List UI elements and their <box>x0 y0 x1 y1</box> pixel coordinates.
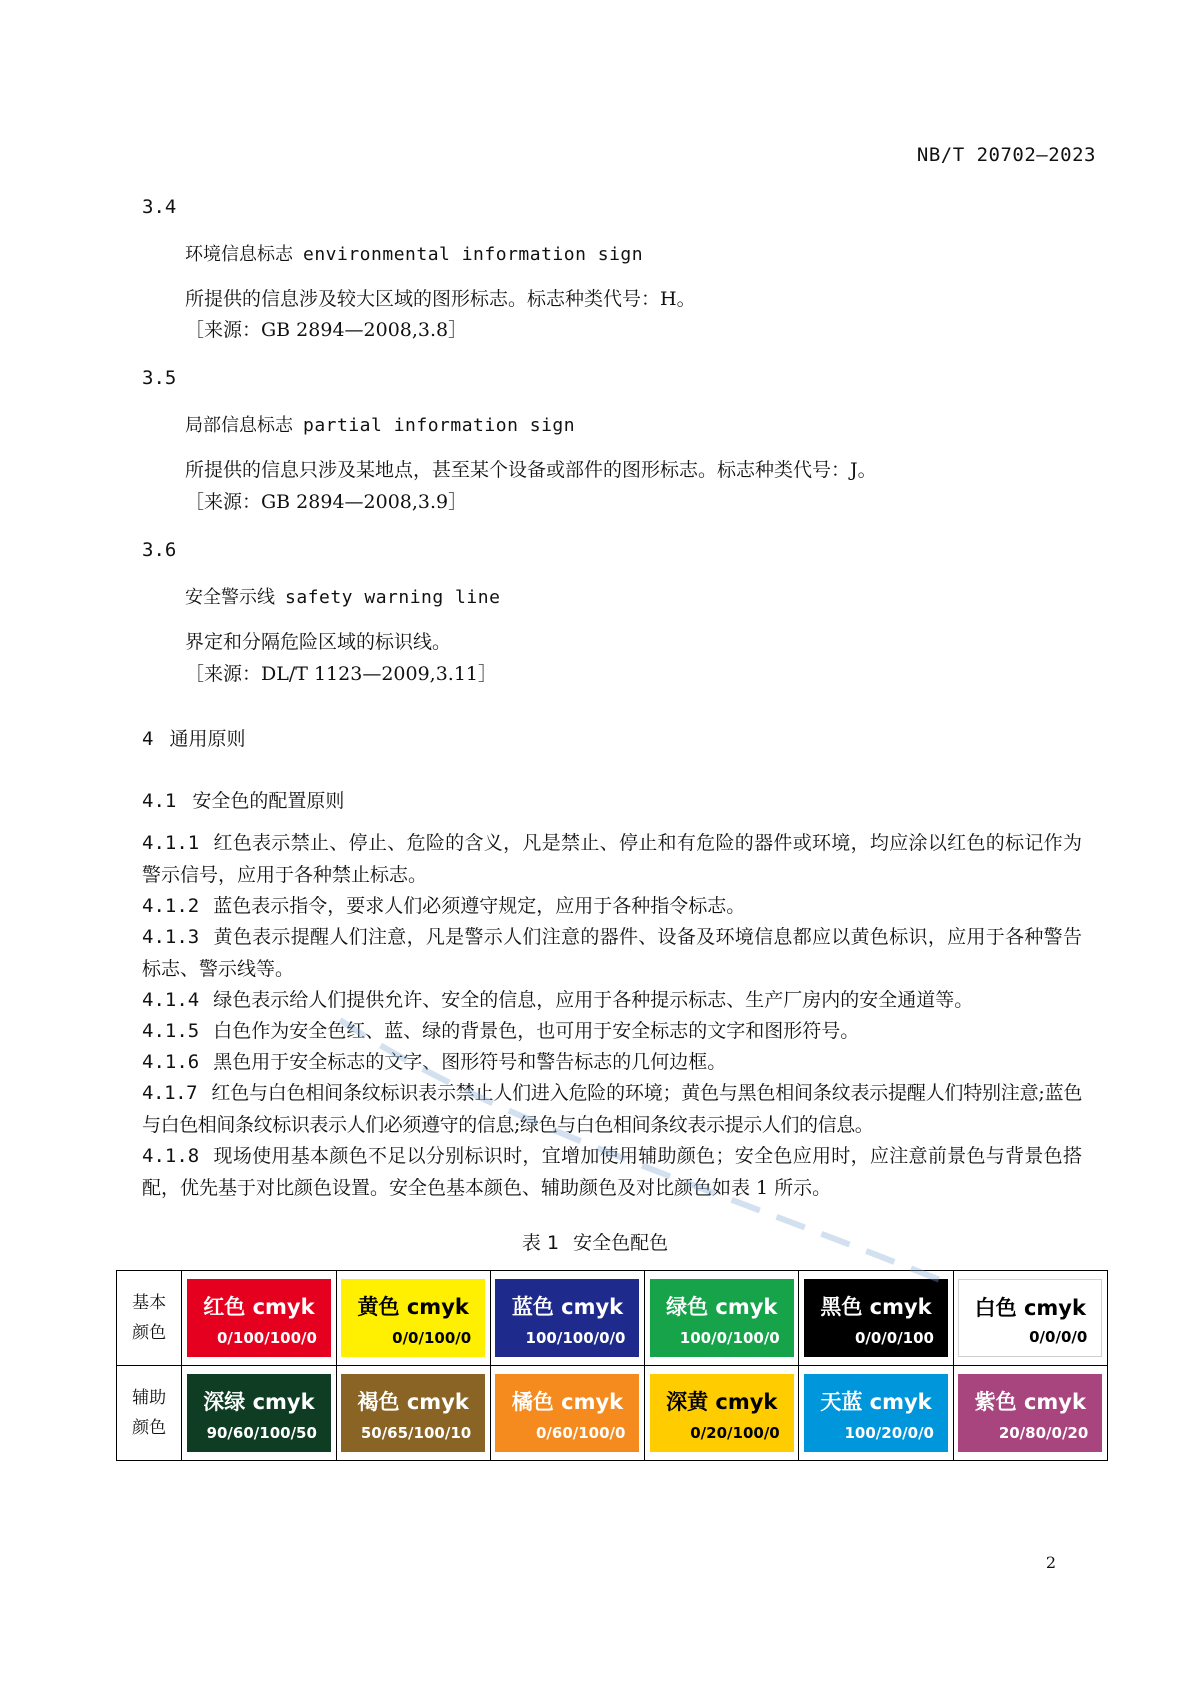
color-name: 深绿 cmyk <box>203 1390 315 1414</box>
clause-paragraph <box>142 985 1082 1017</box>
term-heading <box>185 240 643 266</box>
cmyk-value: 0/0/0/100 <box>854 1329 934 1347</box>
color-name: 绿色 cmyk <box>666 1295 778 1319</box>
clause-number: 4.1.8 <box>142 1145 200 1167</box>
clause-number: 4.1.1 <box>142 832 200 854</box>
section-number: 4 <box>142 728 154 750</box>
clause-number: 4.1.2 <box>142 895 200 917</box>
term-definition: 界定和分隔危险区域的标识线。 <box>185 631 452 653</box>
table-cell <box>799 1271 953 1366</box>
subsection-title: 安全色的配置原则 <box>192 790 345 812</box>
clause-text: 红色表示禁止、停止、危险的含义，凡是禁止、停止和有危险的器件或环境，均应涂以红色的标记作为警示信号，应用于各种禁止标志。 <box>142 832 1082 886</box>
cmyk-value: 0/0/0/0 <box>1029 1328 1088 1346</box>
subsection-heading <box>142 786 344 813</box>
color-swatch <box>804 1279 948 1357</box>
color-swatch <box>804 1374 948 1452</box>
table-row <box>117 1271 1108 1366</box>
color-swatch <box>187 1374 331 1452</box>
clause-text: 红色与白色相间条纹标识表示禁止人们进入危险的环境；黄色与黑色相间条纹表示提醒人们特别注意;蓝色与白色相间条纹标识表示人们必须遵守的信息;绿色与白色相间条纹表示提示人们的信息。 <box>142 1082 1082 1136</box>
term-en: safety warning line <box>285 587 501 608</box>
row-header-line: 颜色 <box>132 1323 167 1343</box>
clause-paragraph <box>142 1141 1082 1204</box>
clause-number: 4.1.4 <box>142 989 200 1011</box>
term-en: partial information sign <box>303 415 576 436</box>
cmyk-value: 100/100/0/0 <box>525 1329 626 1347</box>
safety-color-table <box>116 1270 1108 1461</box>
term-source: ［来源：DL/T 1123—2009,3.11］ <box>185 663 498 685</box>
term-source: ［来源：GB 2894—2008,3.8］ <box>185 319 468 341</box>
color-name: 橘色 cmyk <box>511 1390 624 1414</box>
clause-number: 4.1.6 <box>142 1051 200 1073</box>
clause-text: 绿色表示给人们提供允许、安全的信息，应用于各种提示标志、生产厂房内的安全通道等。 <box>213 989 974 1011</box>
cmyk-value: 50/65/100/10 <box>360 1424 472 1442</box>
table-cell <box>645 1366 799 1461</box>
color-name: 红色 cmyk <box>203 1295 315 1319</box>
term-number: 3.4 <box>142 196 177 218</box>
clause-text: 黄色表示提醒人们注意，凡是警示人们注意的器件、设备及环境信息都应以黄色标识，应用于各种警告标志、警示线等。 <box>142 926 1082 980</box>
table-cell <box>799 1366 953 1461</box>
table-cell <box>953 1271 1107 1366</box>
color-swatch <box>650 1279 794 1357</box>
color-name: 白色 cmyk <box>974 1296 1086 1320</box>
row-header <box>117 1366 182 1461</box>
section-title: 通用原则 <box>169 728 246 750</box>
term-number: 3.5 <box>142 367 177 389</box>
subsection-number: 4.1 <box>142 790 177 812</box>
table-cell <box>336 1366 490 1461</box>
color-swatch <box>958 1279 1102 1357</box>
clause-paragraph <box>142 922 1082 985</box>
color-swatch <box>341 1374 485 1452</box>
cmyk-value: 0/0/100/0 <box>392 1329 472 1347</box>
cmyk-value: 100/0/100/0 <box>679 1329 780 1347</box>
cmyk-value: 0/60/100/0 <box>535 1424 626 1442</box>
term-definition: 所提供的信息只涉及某地点，甚至某个设备或部件的图形标志。标志种类代号：J。 <box>185 459 877 481</box>
table-cell <box>953 1366 1107 1461</box>
color-swatch <box>341 1279 485 1357</box>
table-cell <box>490 1271 644 1366</box>
clause-paragraph <box>142 891 1082 923</box>
table-cell <box>645 1271 799 1366</box>
color-name: 黑色 cmyk <box>820 1295 932 1319</box>
color-swatch <box>495 1374 639 1452</box>
term-heading <box>185 583 500 609</box>
row-header <box>117 1271 182 1366</box>
term-definition: 所提供的信息涉及较大区域的图形标志。标志种类代号：H。 <box>185 288 696 310</box>
color-name: 褐色 cmyk <box>357 1390 469 1414</box>
clause-text: 黑色用于安全标志的文字、图形符号和警告标志的几何边框。 <box>213 1051 727 1073</box>
table-title: 安全色配色 <box>573 1232 669 1254</box>
term-number: 3.6 <box>142 539 177 561</box>
row-header-line: 基本 <box>132 1293 167 1313</box>
term-zh: 环境信息标志 <box>185 244 293 265</box>
cmyk-value: 20/80/0/20 <box>998 1424 1089 1442</box>
table-caption <box>0 1228 1190 1255</box>
clause-paragraph <box>142 828 1082 891</box>
term-en: environmental information sign <box>303 244 644 265</box>
row-header-line: 颜色 <box>132 1418 167 1438</box>
term-heading <box>185 411 575 437</box>
term-source: ［来源：GB 2894—2008,3.9］ <box>185 491 468 513</box>
clause-number: 4.1.7 <box>142 1082 198 1104</box>
table-row <box>117 1366 1108 1461</box>
cmyk-value: 0/20/100/0 <box>690 1424 780 1442</box>
table-cell <box>336 1271 490 1366</box>
row-header-line: 辅助 <box>132 1388 167 1408</box>
cmyk-value: 90/60/100/50 <box>206 1424 317 1442</box>
color-name: 紫色 cmyk <box>974 1390 1086 1414</box>
page-number: 2 <box>1045 1553 1056 1572</box>
color-name: 深黄 cmyk <box>666 1390 778 1414</box>
clause-text: 白色作为安全色红、蓝、绿的背景色，也可用于安全标志的文字和图形符号。 <box>213 1020 860 1042</box>
term-zh: 安全警示线 <box>185 587 275 608</box>
color-swatch <box>187 1279 331 1357</box>
cmyk-value: 100/20/0/0 <box>844 1424 934 1442</box>
color-swatch <box>958 1374 1102 1452</box>
clause-text: 现场使用基本颜色不足以分别标识时，宜增加使用辅助颜色；安全色应用时，应注意前景色与背景色搭配，优先基于对比颜色设置。安全色基本颜色、辅助颜色及对比颜色如表 1 所示。 <box>142 1145 1082 1199</box>
term-zh: 局部信息标志 <box>185 415 293 436</box>
table-cell <box>182 1366 336 1461</box>
table-cell <box>182 1271 336 1366</box>
clause-text: 蓝色表示指令，要求人们必须遵守规定，应用于各种指令标志。 <box>213 895 746 917</box>
color-name: 天蓝 cmyk <box>820 1390 932 1414</box>
clause-number: 4.1.5 <box>142 1020 200 1042</box>
clause-paragraph <box>142 1047 1082 1079</box>
standard-number: NB/T 20702—2023 <box>916 144 1096 166</box>
section-heading <box>142 724 245 751</box>
table-number: 表 1 <box>521 1232 560 1254</box>
clause-paragraph <box>142 1016 1082 1048</box>
cmyk-value: 0/100/100/0 <box>217 1329 317 1347</box>
table-cell <box>490 1366 644 1461</box>
clause-paragraph <box>142 1078 1082 1141</box>
color-swatch <box>650 1374 794 1452</box>
clause-number: 4.1.3 <box>142 926 200 948</box>
color-name: 黄色 cmyk <box>357 1295 469 1319</box>
color-name: 蓝色 cmyk <box>511 1295 624 1319</box>
color-swatch <box>495 1279 639 1357</box>
